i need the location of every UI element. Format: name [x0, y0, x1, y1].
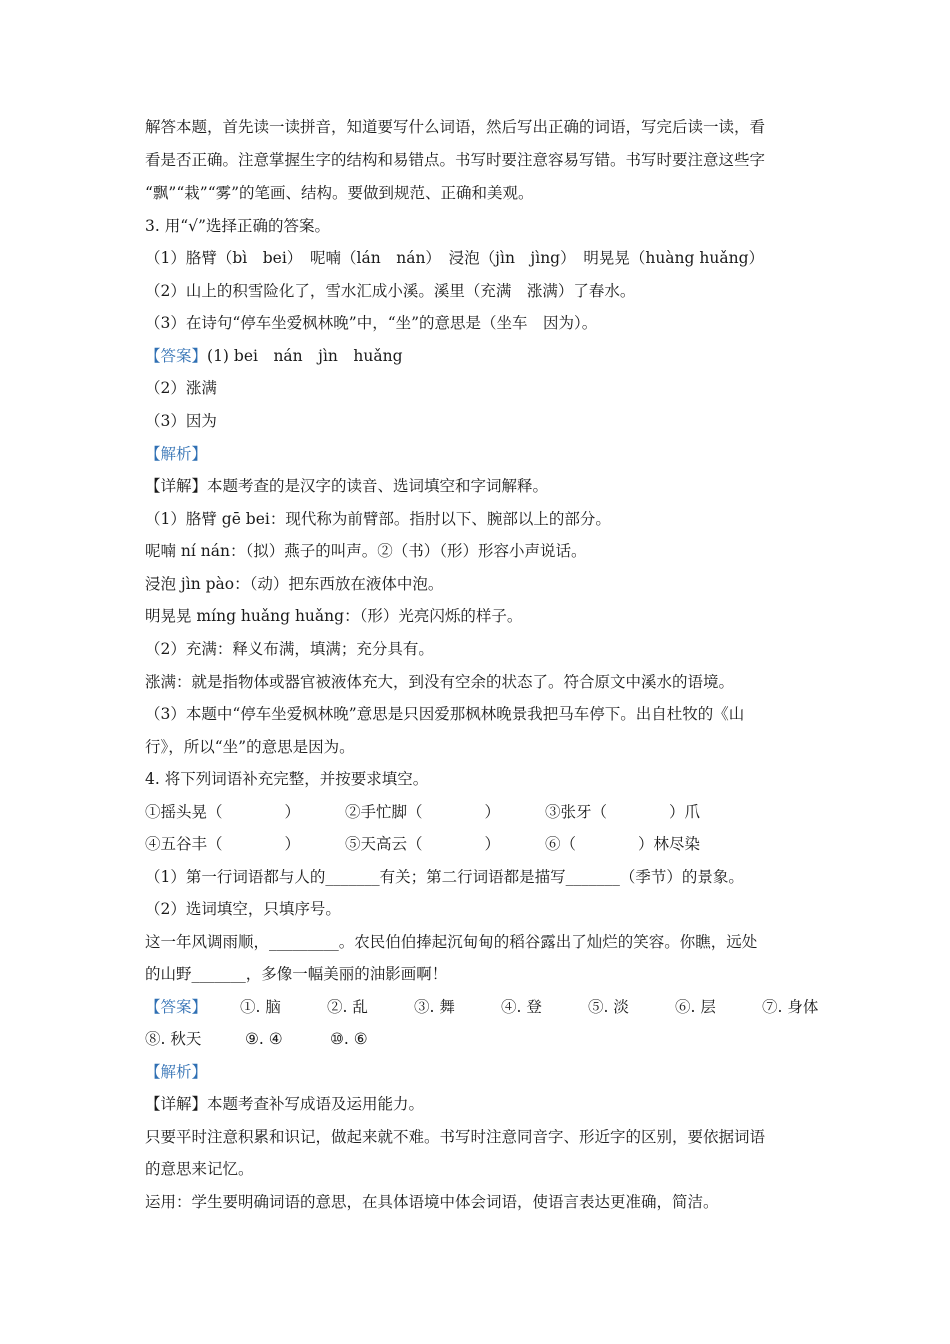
paragraph-line: “飘”“栽”“雾”的笔画、结构。要做到规范、正确和美观。	[145, 184, 534, 202]
answer-tag: 【答案】	[145, 347, 208, 365]
question-4-passage: 的山野_______，多像一幅美丽的油影画啊！	[145, 965, 448, 983]
answer-item: ③. 舞	[414, 998, 455, 1016]
detail-line: 行》，所以“坐”的意思是因为。	[145, 738, 355, 756]
answer-item: ⑩. ⑥	[330, 1030, 368, 1048]
question-4-item-1: （1）第一行词语都与人的_______有关；第二行词语都是描写_______（季节）的景象。	[145, 868, 744, 886]
paragraph-line: 看是否正确。注意掌握生字的结构和易错点。书写时要注意容易写错。书写时要注意这些字	[145, 151, 766, 169]
analysis-tag: 【解析】	[145, 445, 208, 463]
paragraph-line: 解答本题，首先读一读拼音，知道要写什么词语，然后写出正确的词语，写完后读一读，看	[145, 118, 766, 136]
answer-item: ⑥. 层	[675, 998, 716, 1016]
detail-tag: 【详解】	[145, 1095, 208, 1113]
answer-text: (1) bei nán jìn huǎng	[207, 347, 403, 365]
idiom-item: ③张牙（ ）爪	[545, 803, 701, 821]
detail-line: 只要平时注意积累和识记，做起来就不难。书写时注意同音字、形近字的区别，要依据词语	[145, 1128, 766, 1146]
answer-item: ⑦. 身体	[762, 998, 819, 1016]
detail-text: 本题考查补写成语及运用能力。	[207, 1095, 425, 1113]
answer-tag: 【答案】	[145, 998, 208, 1016]
detail-line: 涨满：就是指物体或器官被液体充大，到没有空余的状态了。符合原文中溪水的语境。	[145, 673, 735, 691]
detail-line: （3）本题中“停车坐爱枫林晚”意思是只因爱那枫林晚景我把马车停下。出自杜牧的《山	[145, 705, 745, 723]
idiom-item: ⑤天高云（ ）	[345, 835, 501, 853]
question-3-item-1: （1）胳臂（bì bei） 呢喃（lán nán） 浸泡（jìn jìng） 明晃晃（huàng huǎng）	[145, 249, 764, 267]
detail-line: （2）充满：释义布满，填满；充分具有。	[145, 640, 434, 658]
answer-item: ②. 乱	[327, 998, 368, 1016]
answer-line	[145, 346, 403, 366]
detail-line: 浸泡 jìn pào：（动）把东西放在液体中泡。	[145, 575, 444, 593]
detail-line: 明晃晃 míng huǎng huǎng：（形）光亮闪烁的样子。	[145, 607, 523, 625]
question-3-title: 3. 用“√”选择正确的答案。	[145, 217, 330, 235]
answer-item: ④. 登	[501, 998, 542, 1016]
idiom-item: ①摇头晃（ ）	[145, 803, 301, 821]
detail-line	[145, 476, 548, 496]
question-4-title: 4. 将下列词语补充完整，并按要求填空。	[145, 770, 429, 788]
question-3-item-2: （2）山上的积雪险化了，雪水汇成小溪。溪里（充满 涨满）了春水。	[145, 282, 636, 300]
idiom-row	[145, 802, 700, 822]
idiom-item: ⑥（ ）林尽染	[545, 835, 701, 853]
detail-text: 本题考查的是汉字的读音、选词填空和字词解释。	[207, 477, 549, 495]
idiom-item: ④五谷丰（ ）	[145, 835, 301, 853]
answer-line: （2）涨满	[145, 379, 217, 397]
question-4-passage: 这一年风调雨顺，_________。农民伯伯捧起沉甸甸的稻谷露出了灿烂的笑容。你瞧，远处	[145, 933, 758, 951]
answer-item: ⑧. 秋天	[145, 1030, 202, 1048]
detail-line: 的意思来记忆。	[145, 1160, 254, 1178]
detail-line	[145, 1094, 424, 1114]
question-4-item-2: （2）选词填空，只填序号。	[145, 900, 341, 918]
answer-line	[145, 997, 818, 1017]
idiom-item: ②手忙脚（ ）	[345, 803, 501, 821]
detail-line: 呢喃 ní nán：（拟）燕子的叫声。②（书）（形）形容小声说话。	[145, 542, 587, 560]
answer-item: ⑨. ④	[245, 1030, 283, 1048]
detail-line: （1）胳臂 gē bei：现代称为前臂部。指肘以下、腕部以上的部分。	[145, 510, 611, 528]
detail-tag: 【详解】	[145, 477, 208, 495]
analysis-tag: 【解析】	[145, 1063, 208, 1081]
detail-line: 运用：学生要明确词语的意思，在具体语境中体会词语，使语言表达更准确，简洁。	[145, 1193, 719, 1211]
idiom-row	[145, 834, 700, 854]
answer-item: ⑤. 淡	[588, 998, 629, 1016]
question-3-item-3: （3）在诗句“停车坐爱枫林晚”中，“坐”的意思是（坐车 因为）。	[145, 314, 598, 332]
answer-line	[145, 1029, 368, 1049]
answer-line: （3）因为	[145, 412, 217, 430]
answer-item: ①. 脑	[240, 998, 281, 1016]
